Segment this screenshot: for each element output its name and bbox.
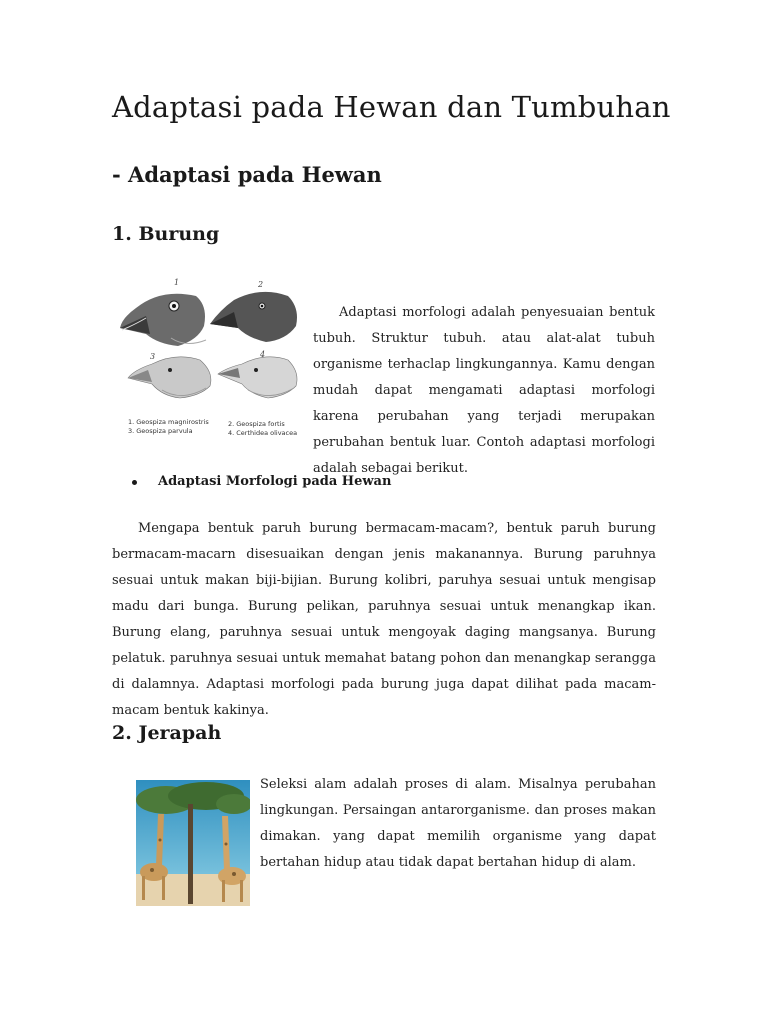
- giraffes-under-tree-photo: [136, 780, 250, 906]
- finch-beaks-icon: [116, 278, 302, 438]
- figure-caption-2: 2. Geospiza fortis: [228, 420, 285, 428]
- page-title: Adaptasi pada Hewan dan Tumbuhan: [112, 90, 671, 124]
- subsection-heading-jerapah: 2. Jerapah: [112, 722, 222, 744]
- giraffes-icon: [136, 780, 250, 906]
- figure-caption-1: 1. Geospiza magnirostris: [128, 418, 209, 426]
- figure-caption-3: 3. Geospiza parvula: [128, 427, 193, 435]
- subsection-heading-burung: 1. Burung: [112, 223, 220, 245]
- figure-number-4: 4: [260, 350, 266, 359]
- figure-caption-4: 4. Certhidea olivacea: [228, 429, 298, 437]
- bullet-dot-icon: [132, 480, 137, 485]
- figure-number-1: 1: [174, 278, 180, 287]
- bullet-label: Adaptasi Morfologi pada Hewan: [158, 474, 392, 489]
- finch-beaks-illustration: [116, 278, 302, 438]
- figure-number-3: 3: [150, 352, 156, 361]
- body-paragraph: Mengapa bentuk paruh burung bermacam-macam?, bentuk paruh burung bermacam-macarn disesuaikan dengan jenis makanannya. Burung paruhnya sesuai untuk makan biji-bijian. Burung kolibri, paruhya sesuai untuk mengisap madu dari bunga. Burung pelikan, paruhnya sesuai untuk menangkap ikan. Burung elang, paruhnya sesuai untuk mengoyak daging mangsanya. Burung pelatuk. paruhnya sesuai untuk memahat batang pohon dan menangkap serangga di dalamnya. Adaptasi morfologi pada burung juga dapat dilihat pada macam-macam bentuk kakinya.: [112, 521, 656, 718]
- section-heading: - Adaptasi pada Hewan: [112, 162, 382, 187]
- figure-number-2: 2: [258, 280, 264, 289]
- jerapah-paragraph: Seleksi alam adalah proses di alam. Misalnya perubahan lingkungan. Persaingan antarorganisme. dan proses makan dimakan. yang dapat memilih organisme yang dapat bertahan hidup atau tidak dapat bertahan hidup di alam.: [260, 777, 656, 870]
- intro-paragraph: Adaptasi morfologi adalah penyesuaian bentuk tubuh. Struktur tubuh. atau alat-alat tubuh organisme terhaclap lingkungannya. Kamu dengan mudah dapat mengamati adaptasi morfologi karena perubahan yang terjadi merupakan perubahan bentuk luar. Contoh adaptasi morfologi adalah sebagai berikut.: [313, 305, 655, 476]
